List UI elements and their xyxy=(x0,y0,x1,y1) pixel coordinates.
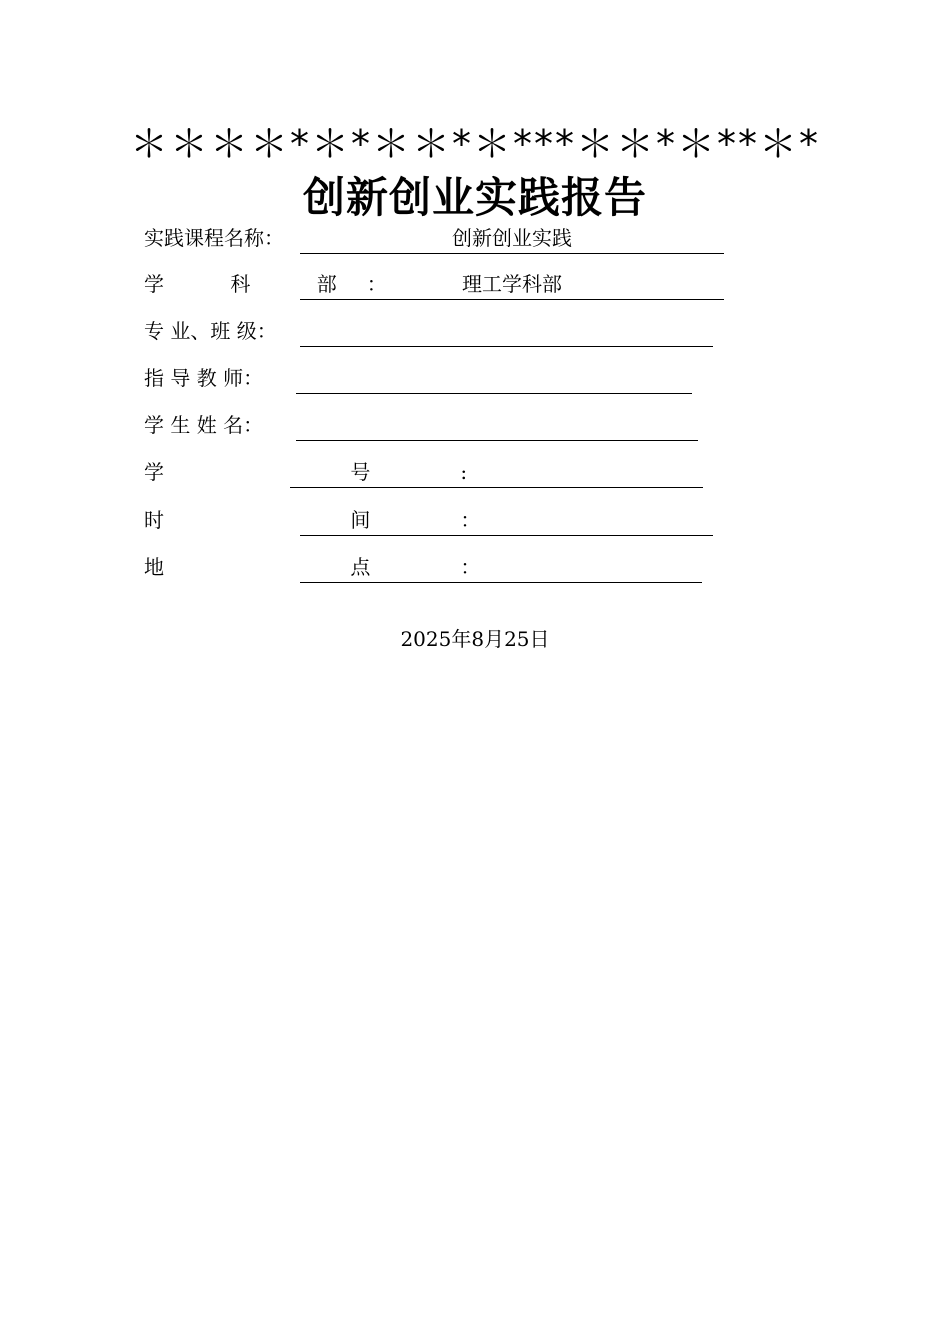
field-value-student-name[interactable] xyxy=(296,409,698,441)
field-value-advisor[interactable] xyxy=(296,362,692,394)
field-label-major-class: 专 业、班 级： xyxy=(144,319,277,343)
field-value-course-name[interactable]: 创新创业实践 xyxy=(300,222,724,254)
field-student-id xyxy=(144,456,704,488)
field-major-class xyxy=(144,315,724,347)
field-label-time: 时 间： xyxy=(144,508,571,532)
field-value-department[interactable]: 理工学科部 xyxy=(300,268,724,300)
field-value-student-id[interactable] xyxy=(290,456,703,488)
field-label-location: 地 点： xyxy=(144,555,571,579)
field-advisor xyxy=(144,362,704,394)
field-label-student-name: 学 生 姓 名： xyxy=(144,413,264,437)
field-value-location[interactable] xyxy=(300,551,702,583)
field-location xyxy=(144,551,714,583)
field-department xyxy=(144,268,734,300)
field-course-name xyxy=(144,222,734,254)
field-time xyxy=(144,504,724,536)
decorative-stars-line: ＊＊＊＊*＊*＊＊*＊***＊＊*＊**＊* xyxy=(129,122,820,166)
field-label-department: 学 科 部： xyxy=(144,272,417,296)
field-label-course-name: 实践课程名称： xyxy=(144,226,284,250)
field-label-advisor: 指 导 教 师： xyxy=(144,366,264,390)
field-value-time[interactable] xyxy=(300,504,713,536)
report-date: 2025年8月25日 xyxy=(400,627,550,651)
field-student-name xyxy=(144,409,704,441)
report-title: 创新创业实践报告 xyxy=(302,173,647,222)
field-value-major-class[interactable] xyxy=(300,315,713,347)
field-label-student-id: 学 号: xyxy=(144,460,558,484)
